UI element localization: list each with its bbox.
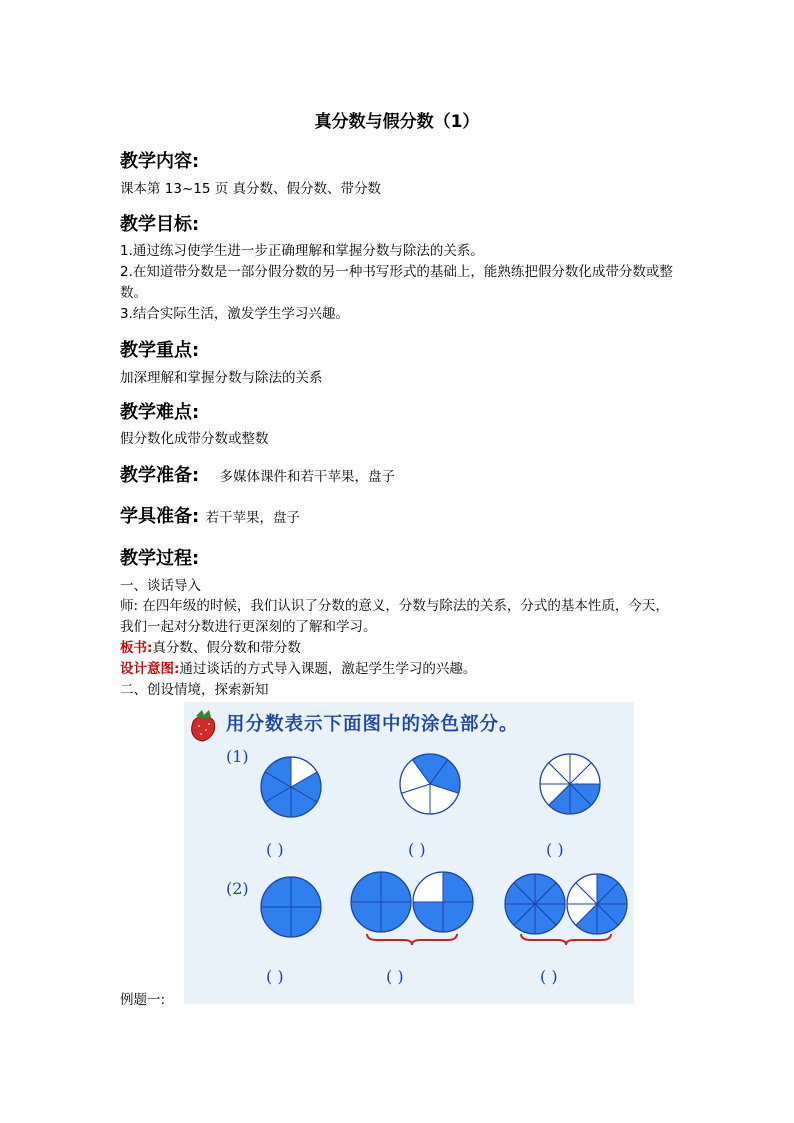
- fraction-circle: [351, 872, 411, 932]
- content-text: 课本第 13~15 页 真分数、假分数、带分数: [120, 181, 382, 197]
- fraction-circle: [413, 872, 473, 932]
- design-label: 设计意图:: [120, 661, 180, 677]
- tools-text: 若干苹果，盘子: [205, 510, 300, 526]
- step1-text: 一、谈话导入: [120, 578, 201, 594]
- fraction-circle: [540, 754, 600, 814]
- fraction-circle: [400, 754, 460, 814]
- goal-item: 2.在知道带分数是一部分假分数的另一种书写形式的基础上，能熟练把假分数化成带分数或整数。: [120, 264, 673, 301]
- goals-heading: 教学目标:: [120, 214, 200, 235]
- prep-row: [120, 461, 395, 487]
- key-text: 加深理解和掌握分数与除法的关系: [120, 370, 323, 386]
- board-row: [120, 638, 301, 659]
- group-brace: [521, 934, 611, 945]
- design-text: 通过谈话的方式导入课题，激起学生学习的兴趣。: [179, 661, 477, 677]
- process-heading: 教学过程:: [120, 548, 200, 569]
- page-title: 真分数与假分数（1）: [314, 112, 480, 132]
- fraction-circle: [567, 874, 627, 934]
- fraction-figure: [184, 702, 634, 1004]
- board-label: 板书:: [120, 640, 153, 656]
- example-label: 例题一:: [120, 992, 166, 1008]
- group-brace: [367, 934, 457, 945]
- answer-blank: ( ): [266, 967, 284, 986]
- fraction-circle: [261, 877, 321, 937]
- fraction-circle: [505, 874, 565, 934]
- prep-text: 多媒体课件和若干苹果，盘子: [219, 469, 395, 485]
- answer-blank: ( ): [386, 967, 404, 986]
- answer-blank: ( ): [408, 840, 426, 859]
- difficulty-text: 假分数化成带分数或整数: [120, 431, 269, 447]
- tools-row: [120, 502, 300, 528]
- design-row: [120, 659, 476, 680]
- key-heading: 教学重点:: [120, 340, 200, 361]
- difficulty-heading: 教学难点:: [120, 402, 200, 423]
- tools-heading: 学具准备:: [120, 506, 200, 527]
- content-heading: 教学内容:: [120, 151, 200, 172]
- goal-item: 1.通过练习使学生进一步正确理解和掌握分数与除法的关系。: [120, 243, 484, 259]
- step2-text: 二、创设情境，探索新知: [120, 682, 269, 698]
- figure-heading: 用分数表示下面图中的涂色部分。: [226, 714, 519, 735]
- answer-blank: ( ): [266, 840, 284, 859]
- goal-item: 3.结合实际生活，激发学生学习兴趣。: [120, 306, 349, 322]
- fraction-circle: [261, 757, 321, 817]
- strawberry-icon: [192, 710, 215, 741]
- answer-blank: ( ): [540, 967, 558, 986]
- teacher-text: 师: 在四年级的时候，我们认识了分数的意义，分数与除法的关系，分式的基本性质，今天，我们一起对分数进行更深刻的了解和学习。: [120, 598, 669, 635]
- row2-label: (2): [226, 879, 249, 898]
- row1-label: (1): [226, 747, 249, 766]
- prep-heading: 教学准备:: [120, 465, 200, 486]
- answer-blank: ( ): [546, 840, 564, 859]
- board-text: 真分数、假分数和带分数: [152, 640, 301, 656]
